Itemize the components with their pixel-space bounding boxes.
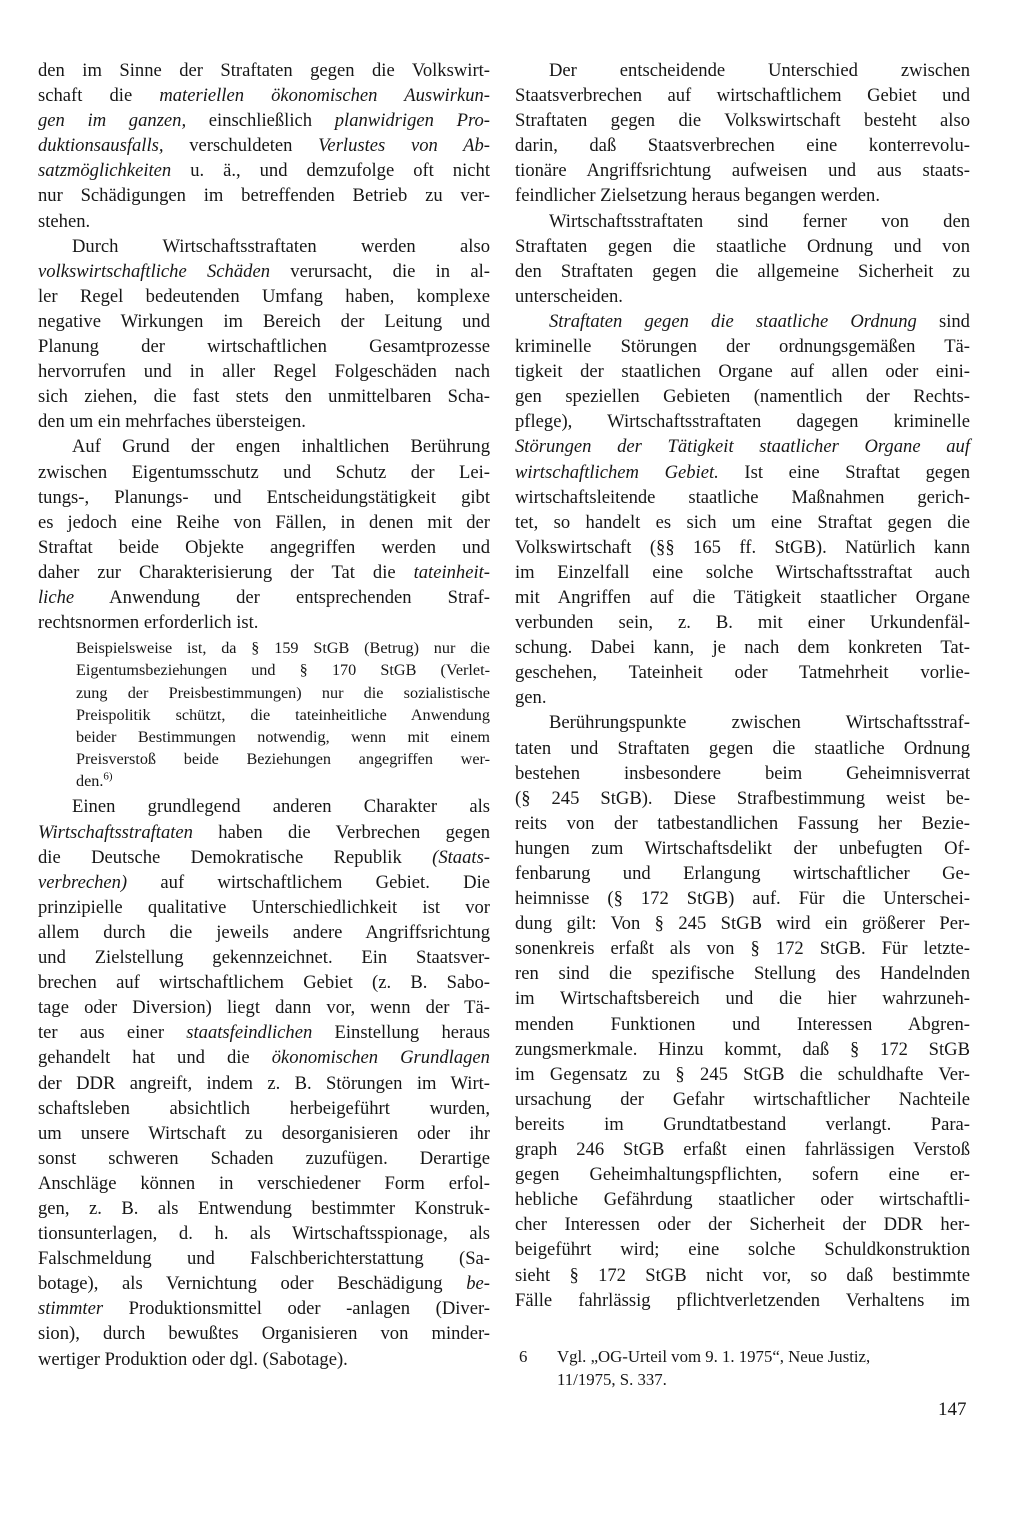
text-line: darin, daß Staatsverbrechen eine konterrevolu- — [515, 135, 970, 157]
paragraph — [515, 710, 970, 1312]
text-line: beigeführt wird; eine solche Schuldkonstruktion — [515, 1239, 970, 1261]
text-line: stehen. — [38, 210, 91, 232]
text-line: graph 246 StGB erfaßt einen fahrlässigen Verstoß — [515, 1139, 970, 1161]
text-line: Preisverstoß beide Beziehungen angegriffen wer- — [76, 750, 490, 769]
text-line: hervorrufen und in aller Regel Folgeschäden nach — [38, 361, 490, 383]
text-line: Planung der wirtschaftlichen Gesamtprozesse — [38, 336, 490, 358]
page-number: 147 — [938, 1399, 967, 1420]
text-line: tungs-, Planungs- und Entscheidungstätigkeit gibt — [38, 486, 490, 508]
text-line: tet, so handelt es sich um eine Straftat gegen die — [515, 511, 970, 533]
text-line: tage oder Diversion) liegt dann vor, wenn der Tä- — [38, 997, 490, 1019]
text-line: feindlicher Zielsetzung heraus begangen werden. — [515, 185, 881, 207]
text-line: sonenkreis erfaßt als von § 172 StGB. Für letzte- — [515, 938, 970, 960]
text-line: Der entscheidende Unterschied zwischen — [549, 60, 970, 81]
text-line: hungen zum Wirtschaftsdelikt der unbefugten Of- — [515, 837, 970, 859]
text-line: geschehen, Tateinheit oder Tatmehrheit vorlie- — [515, 662, 970, 684]
text-line: ren sind die spezifische Stellung des Handelnden — [515, 963, 970, 985]
text-line: Preispolitik schützt, die tateinheitliche Anwendung — [76, 705, 490, 724]
text-line: Eigentumsbeziehungen und § 170 StGB (Verlet- — [76, 661, 490, 680]
text-line: und Zielstellung gekennzeichnet. Ein Staatsver- — [38, 947, 490, 969]
text-line: brechen auf wirtschaftlichem Gebiet (z. B. Sabo- — [38, 972, 490, 994]
text-line: den Straftaten gegen die allgemeine Sicherheit zu — [515, 260, 970, 282]
paragraph — [38, 794, 490, 1371]
text-line: Straftaten gegen die Volkswirtschaft besteht also — [515, 110, 970, 132]
text-line: schung. Dabei kann, je nach dem konkreten Tat- — [515, 637, 970, 659]
paragraph — [515, 209, 970, 309]
text-line: gen im ganzen, einschließlich planwidrigen Pro- — [38, 110, 490, 132]
text-line: sonst schweren Schaden zuzufügen. Derartige — [38, 1147, 490, 1169]
text-line: zung der Preisbestimmungen) nur die sozialistische — [76, 683, 490, 702]
text-line: menden Funktionen und Interessen Abgren- — [515, 1013, 970, 1035]
text-line: Straftaten gegen die staatliche Ordnung sind — [549, 310, 970, 332]
text-line: (§ 245 StGB). Diese Strafbestimmung weist be- — [515, 787, 970, 809]
paragraph — [38, 434, 490, 635]
text-line: Auf Grund der engen inhaltlichen Berührung — [72, 436, 490, 458]
text-line: Fälle fahrlässig pflichtverletzenden Verhaltens im — [515, 1289, 970, 1311]
footnote-number: 6 — [519, 1347, 528, 1366]
footnote-text: Vgl. „OG-Urteil vom 9. 1. 1975“, Neue Justiz, — [557, 1347, 871, 1366]
text-line: gen. — [515, 687, 547, 709]
text-line: den.$^{6)}$ — [76, 770, 113, 791]
paragraph — [515, 309, 970, 711]
text-line: Beispielsweise ist, da § 159 StGB (Betrug) nur die — [76, 639, 490, 658]
text-line: Falschmeldung und Falschberichterstattung (Sa- — [38, 1248, 490, 1270]
text-line: schaftsleben absichtlich herbeigeführt wurden, — [38, 1097, 490, 1119]
text-line: reits von der tatbestandlichen Fassung her Bezie- — [515, 812, 970, 834]
text-line: die Deutsche Demokratische Republik (Staats- — [38, 846, 490, 868]
text-line: rechtsnormen erforderlich ist. — [38, 612, 259, 634]
text-line: schaft die materiellen ökonomischen Auswirkun- — [38, 85, 490, 107]
text-line: bestehen insbesondere beim Geheimnisverrat — [515, 762, 970, 784]
text-line: tigkeit der staatlichen Organe auf allen oder eini- — [515, 361, 970, 383]
text-line: Durch Wirtschaftsstraftaten werden also — [72, 235, 490, 257]
text-line: um unsere Wirtschaft zu desorganisieren oder ihr — [38, 1122, 490, 1144]
text-line: cher Interessen oder der Sicherheit der DDR her- — [515, 1214, 970, 1236]
text-line: fenbarung und Erlangung wirtschaftlicher Ge- — [515, 863, 970, 884]
text-line: taten und Straftaten gegen die staatliche Ordnung — [515, 737, 970, 759]
text-line: volkswirtschaftliche Schäden verursacht, die in al- — [38, 260, 490, 282]
text-line: hebliche Gefährdung staatlicher oder wirtschaftli- — [515, 1189, 970, 1211]
text-line: gen, z. B. als Entwendung bestimmter Konstruk- — [38, 1197, 490, 1219]
text-line: duktionsausfalls, verschuldeten Verlustes von Ab- — [38, 135, 490, 157]
text-line: Wirtschaftsstraftaten haben die Verbrechen gegen — [38, 821, 490, 843]
right-column — [515, 58, 970, 1313]
text-line: verbrechen) auf wirtschaftlichem Gebiet. Die — [38, 871, 490, 893]
text-line: allem durch die jeweils andere Angriffsrichtung — [38, 921, 490, 943]
text-line: stimmter Produktionsmittel oder -anlagen (Diver- — [38, 1298, 490, 1320]
text-line: unterscheiden. — [515, 285, 623, 307]
text-line: kriminelle Störungen der ordnungsgemäßen Tä- — [515, 336, 970, 358]
left-column — [38, 58, 490, 1372]
text-line: heimnisse (§ 172 StGB) auf. Für die Unterschei- — [515, 888, 970, 910]
text-line: im Gegensatz zu § 245 StGB die schuldhafte Ver- — [515, 1063, 970, 1085]
text-line: Straftat beide Objekte angegriffen werden und — [38, 536, 490, 558]
footnote-line — [519, 1345, 975, 1368]
text-line: den im Sinne der Straftaten gegen die Volkswirt- — [38, 60, 490, 81]
text-line: ter aus einer staatsfeindlichen Einstellung heraus — [38, 1022, 490, 1044]
text-line: sieht § 172 StGB nicht vor, so daß bestimmte — [515, 1264, 970, 1286]
text-line: Volkswirtschaft (§§ 165 ff. StGB). Natürlich kann — [515, 536, 970, 558]
text-line: zwischen Eigentumsschutz und Schutz der Lei- — [38, 461, 490, 483]
text-line: dung gilt: Von § 245 StGB wird ein größerer Per- — [515, 913, 970, 935]
text-line: liche Anwendung der entsprechenden Straf- — [38, 586, 490, 608]
text-line: verbunden sein, z. B. mit einer Urkundenfäl- — [515, 612, 970, 634]
text-line: den um ein mehrfaches übersteigen. — [38, 411, 306, 433]
text-line: ler Regel bedeutenden Umfang haben, komplexe — [38, 285, 490, 307]
text-line: prinzipielle qualitative Unterschiedlichkeit ist vor — [38, 896, 490, 918]
text-line: Einen grundlegend anderen Charakter als — [72, 796, 490, 818]
text-line: beider Bestimmungen notwendig, wenn mit einem — [76, 727, 490, 746]
text-line: gehandelt hat und die ökonomischen Grundlagen — [38, 1047, 490, 1069]
text-line: satzmöglichkeiten u. ä., und demzufolge oft nicht — [38, 160, 490, 182]
paragraph — [38, 234, 490, 435]
text-line: Wirtschaftsstraftaten sind ferner von den — [549, 210, 970, 232]
text-line: tionäre Angriffsrichtung aufweisen und aus staats- — [515, 160, 970, 182]
text-line: Staatsverbrechen auf wirtschaftlichem Gebiet und — [515, 85, 970, 107]
text-line: im Einzelfall eine solche Wirtschaftsstraftat auch — [515, 561, 970, 583]
footnote — [519, 1345, 975, 1391]
text-line: tionsunterlagen, d. h. als Wirtschaftsspionage, als — [38, 1223, 490, 1245]
text-line: daher zur Charakterisierung der Tat die tateinheit- — [38, 561, 490, 583]
text-line: Anschläge können in verschiedener Form erfol- — [38, 1172, 490, 1194]
text-line: Straftaten gegen die staatliche Ordnung und von — [515, 235, 970, 257]
text-line: zungsmerkmale. Hinzu kommt, daß § 172 StGB — [515, 1038, 970, 1060]
text-line: sion), durch bewußtes Organisieren von minder- — [38, 1323, 490, 1345]
text-line: wirtschaftsleitende staatliche Maßnahmen gerich- — [515, 486, 970, 508]
text-line: negative Wirkungen im Bereich der Leitung und — [38, 310, 490, 332]
text-line: pflege), Wirtschaftsstraftaten dagegen kriminelle — [515, 411, 970, 433]
text-line: nur Schädigungen im betreffenden Betrieb zu ver- — [38, 185, 490, 207]
text-line: gen speziellen Gebieten (namentlich der Rechts- — [515, 386, 970, 408]
text-line: Störungen der Tätigkeit staatlicher Organe auf — [515, 436, 970, 458]
text-line: der DDR angreift, indem z. B. Störungen im Wirt- — [38, 1072, 490, 1094]
text-line: gegen Geheimhaltungspflichten, sofern eine er- — [515, 1164, 970, 1186]
paragraph — [38, 58, 490, 234]
paragraph — [515, 58, 970, 209]
text-line: bereits im Grundtatbestand verlangt. Para- — [515, 1113, 970, 1135]
text-line: Berührungspunkte zwischen Wirtschaftsstraf- — [549, 712, 970, 734]
text-line: im Wirtschaftsbereich und die hier wahrzuneh- — [515, 988, 970, 1010]
text-line: sich ziehen, die fast stets den unmittelbaren Scha- — [38, 386, 490, 408]
footnote-text: 11/1975, S. 337. — [557, 1370, 667, 1389]
text-line: wertiger Produktion oder dgl. (Sabotage). — [38, 1348, 348, 1370]
example-block — [38, 637, 490, 792]
text-line: es jedoch eine Reihe von Fällen, in denen mit der — [38, 511, 490, 533]
text-line: ursachung der Gefahr wirtschaftlicher Nachteile — [515, 1088, 970, 1110]
footnote-line — [519, 1368, 975, 1391]
text-line: wirtschaftlichem Gebiet. Ist eine Straftat gegen — [515, 461, 971, 483]
text-line: botage), als Vernichtung oder Beschädigung be- — [38, 1273, 490, 1295]
text-line: mit Angriffen auf die Tätigkeit staatlicher Organe — [515, 586, 970, 608]
